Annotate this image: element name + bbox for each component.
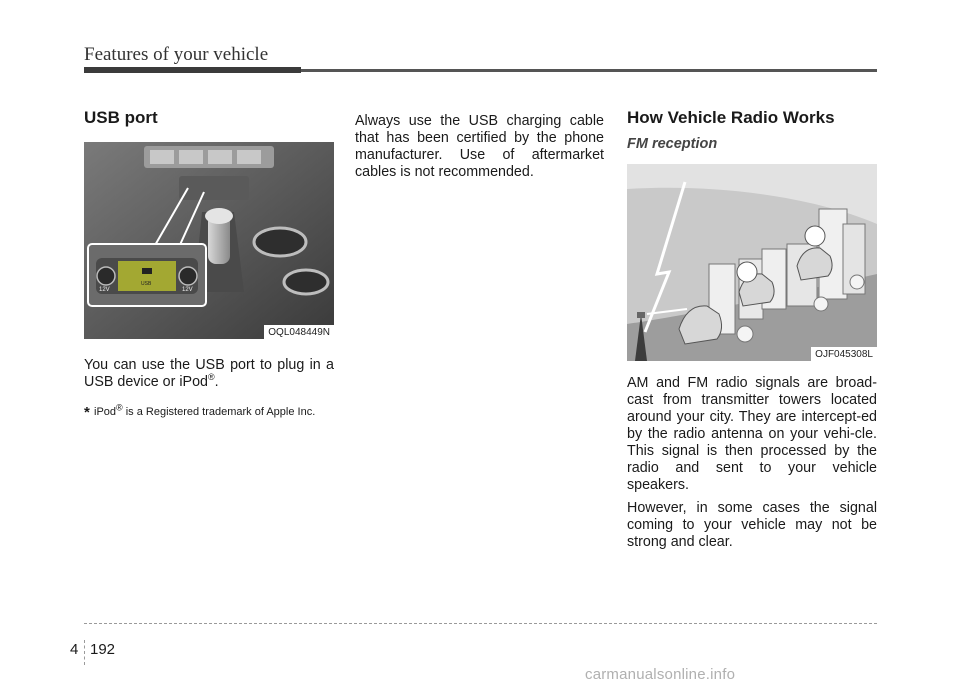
usb-section (84, 108, 334, 420)
fm-figure-code: OJF045308L (811, 347, 877, 361)
fm-reception-illustration (627, 164, 877, 361)
note-sup: ® (116, 402, 123, 413)
note-text (94, 402, 316, 420)
footer-rule (84, 623, 877, 624)
usb-inset-label-right: 12V (182, 287, 193, 293)
watermark: carmanualsonline.info (585, 666, 736, 683)
usb-console-illustration (84, 142, 334, 339)
note-suffix: is a Registered trademark of Apple Inc. (122, 406, 316, 418)
footer-divider (84, 640, 85, 665)
usb-body (84, 357, 334, 391)
usb-figure (84, 142, 334, 339)
radio-section (627, 108, 877, 551)
usb-figure-code: OQL048449N (264, 325, 334, 339)
usb-trademark-note (84, 402, 334, 421)
note-prefix: iPod (94, 406, 117, 418)
usb-inset-label-center: USB (141, 281, 152, 287)
usb-inset-label-left: 12V (99, 287, 110, 293)
page-header-title: Features of your vehicle (84, 44, 269, 65)
note-asterisk: * (84, 404, 90, 421)
usb-body-suffix: . (214, 374, 219, 390)
radio-subheading: FM reception (627, 136, 718, 152)
usb-body-prefix: You can use the USB port to plug in a USB device or iPod (84, 357, 334, 390)
radio-heading: How Vehicle Radio Works (627, 108, 835, 127)
header-rule-dark (84, 67, 301, 73)
chapter-number: 4 (70, 641, 79, 658)
radio-paragraph-2: However, in some cases the signal coming to your vehicle may not be strong and clear. (627, 500, 877, 550)
radio-paragraph-1: AM and FM radio signals are broad-cast from transmitter towers located around your city. They are intercept-ed by the radio antenna on your vehi-cle. This signal is then processed by the radio and sent to your vehicle speakers. (627, 375, 877, 493)
page-number: 192 (90, 641, 116, 658)
header-rule (301, 69, 877, 72)
cable-section (355, 113, 604, 181)
cable-body: Always use the USB charging cable that has been certified by the phone manufacturer. Use of aftermarket cables is not recommended. (355, 113, 604, 180)
fm-figure (627, 164, 877, 361)
usb-body-sup: ® (207, 372, 215, 383)
usb-heading: USB port (84, 108, 158, 127)
